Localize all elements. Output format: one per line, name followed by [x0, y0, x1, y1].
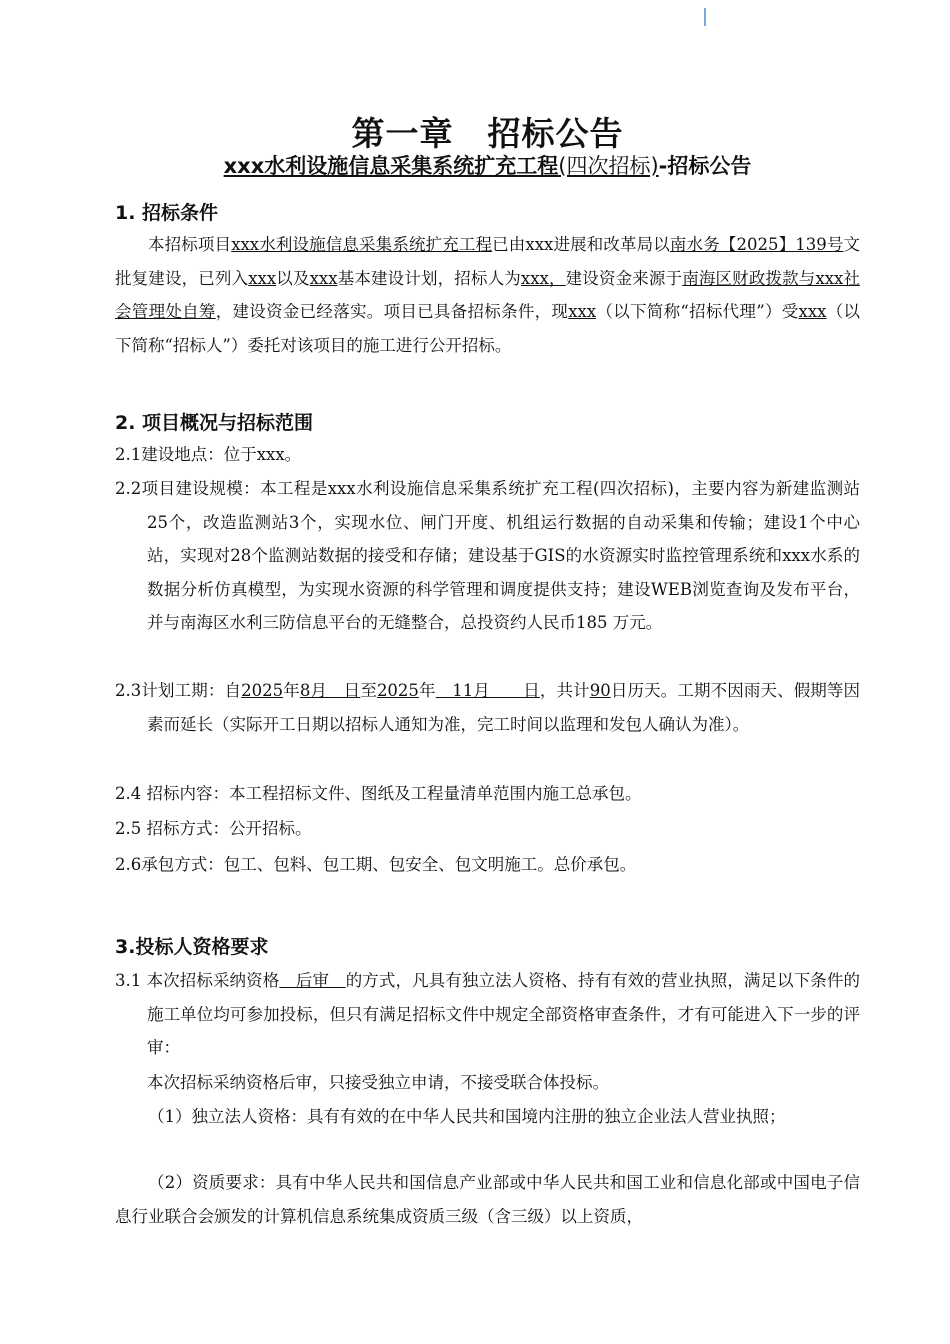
item-2-2: 2.2项目建设规模：本工程是xxx水利设施信息采集系统扩充工程(四次招标)，主要内容为新建监测站25个，改造监测站3个，实现水位、闸门开度、机组运行数据的自动采集和传输；建设1个中心站，实现对28个监测站数据的接受和存储；建设基于GIS的水资源实时监控管理系统和xxx水系的数据分析仿真模型，为实现水资源的科学管理和调度提供支持；建设WEB浏览查询及发布平台，并与南海区水利三防信息平台的无缝整合，总投资约人民币185 万元。	[115, 479, 860, 632]
document-subtitle	[115, 150, 860, 180]
item-2-4: 2.4 招标内容：本工程招标文件、图纸及工程量清单范围内施工总承包。	[115, 784, 642, 803]
item-3-1: 3.1 本次招标采纳资格 后审 的方式，凡具有独立法人资格、持有有效的营业执照，满足以下条件的施工单位均可参加投标，但只有满足招标文件中规定全部资格审查条件，才有可能进入下一步的评审：	[115, 971, 860, 1057]
section-heading-3: 3.投标人资格要求	[115, 936, 269, 958]
item-2-1: 2.1建设地点：位于xxx。	[115, 445, 302, 464]
subtitle-round: (四次招标)	[558, 154, 659, 178]
section-heading-2: 2. 项目概况与招标范围	[115, 412, 314, 434]
subtitle-suffix: -招标公告	[658, 154, 752, 178]
item-2-3: 2.3计划工期：自2025年8月 日至2025年 11月 日，共计90日历天。工期不因雨天、假期等因素而延长（实际开工日期以招标人通知为准，完工时间以监理和发包人确认为准）。	[115, 681, 861, 734]
text-cursor-mark	[704, 8, 706, 26]
requirement-2: （2）资质要求：具有中华人民共和国信息产业部或中华人民共和国工业和信息化部或中国电子信息行业联合会颁发的计算机信息系统集成资质三级（含三级）以上资质，	[115, 1173, 860, 1226]
requirement-1: （1）独立法人资格：具有有效的在中华人民共和国境内注册的独立企业法人营业执照；	[148, 1107, 786, 1126]
item-2-5: 2.5 招标方式：公开招标。	[115, 819, 312, 838]
item-3-1-note: 本次招标采纳资格后审，只接受独立申请，不接受联合体投标。	[147, 1073, 609, 1092]
subtitle-project-name: xxx水利设施信息采集系统扩充工程	[223, 154, 559, 178]
section-heading-1: 1. 招标条件	[115, 202, 219, 224]
chapter-title: 第一章 招标公告	[351, 114, 624, 153]
item-2-6: 2.6承包方式：包工、包料、包工期、包安全、包文明施工。总价承包。	[115, 855, 637, 874]
section1-paragraph: 本招标项目xxx水利设施信息采集系统扩充工程已由xxx进展和改革局以南水务【2025】139号文批复建设，已列入xxx以及xxx基本建设计划，招标人为xxx，建设资金来源于南海区财政拨款与xxx社会管理处自筹，建设资金已经落实。项目已具备招标条件，现xxx（以下简称“招标代理”）受xxx（以下简称“招标人”）委托对该项目的施工进行公开招标。	[115, 235, 861, 355]
